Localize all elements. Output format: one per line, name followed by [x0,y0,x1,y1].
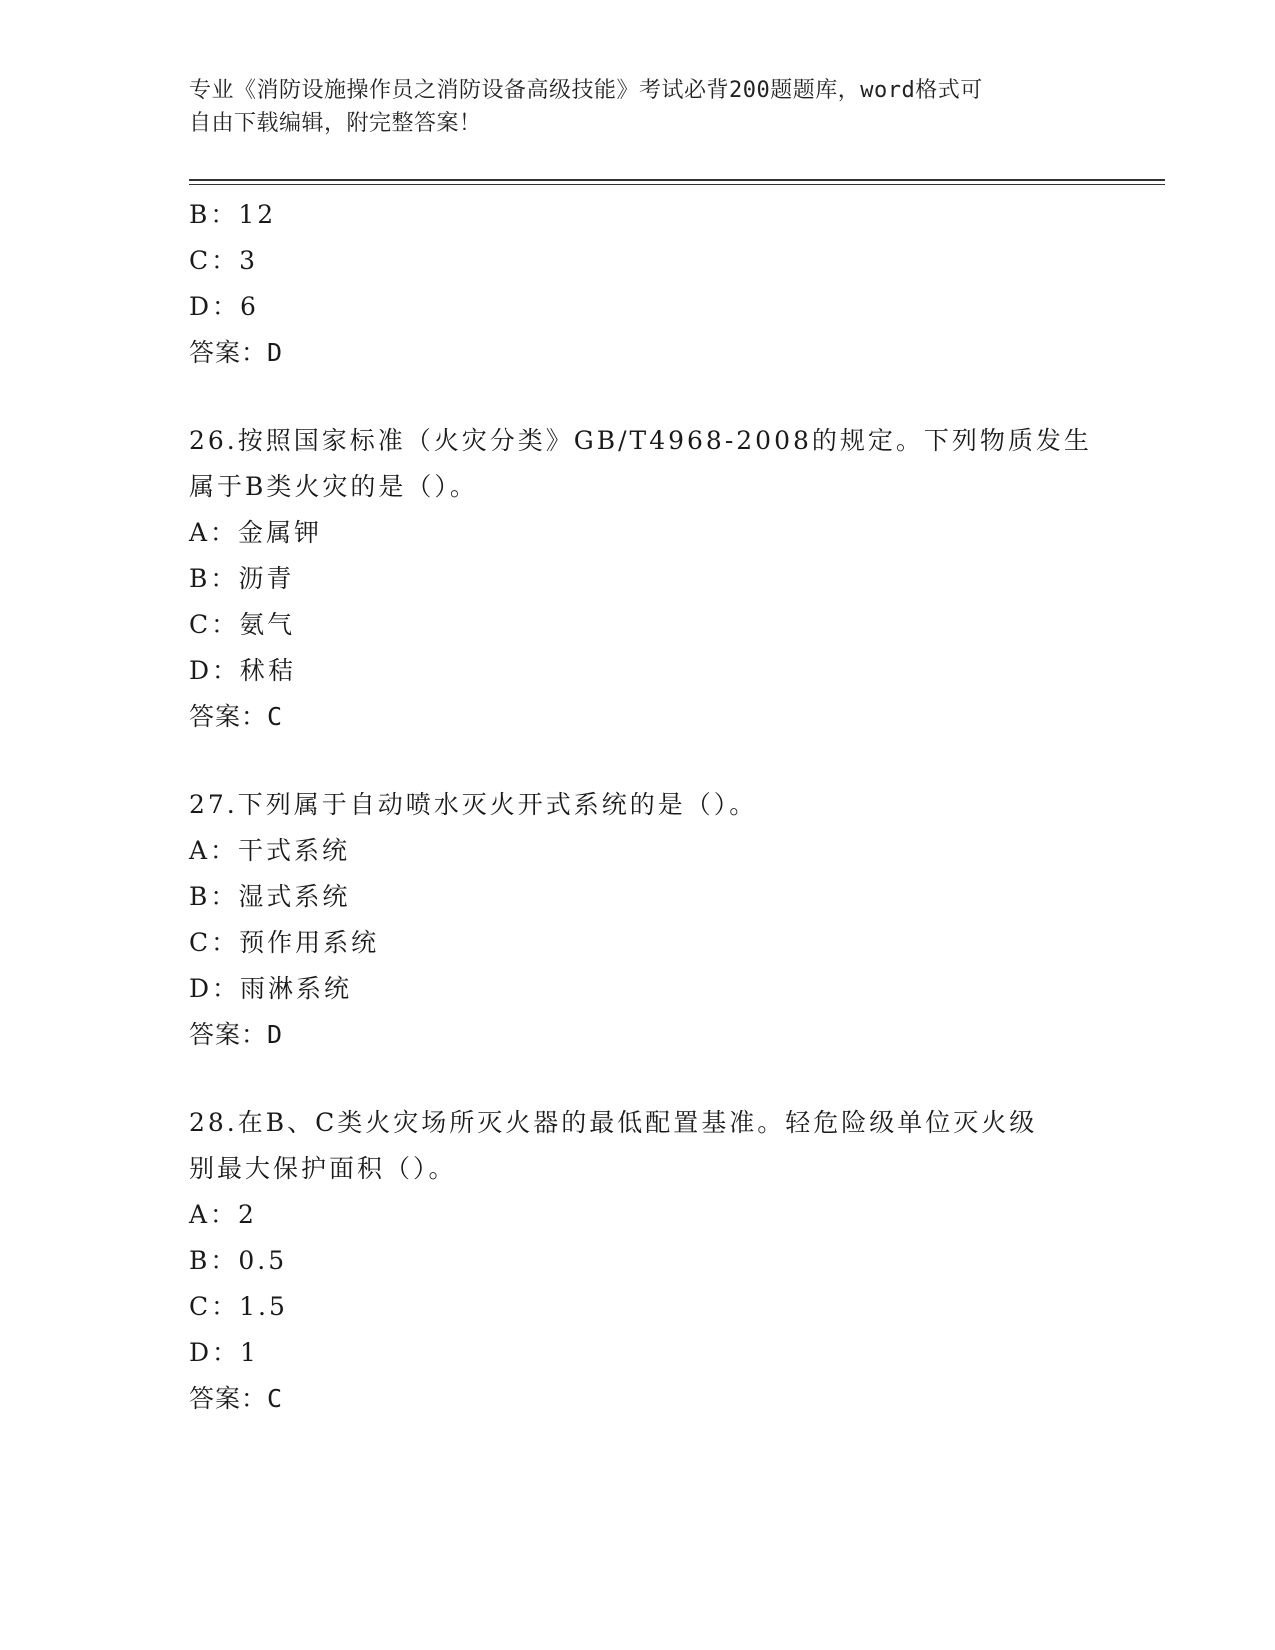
question-stem: 26.按照国家标准（火灾分类》GB/T4968-2008的规定。下列物质发生 [189,426,1092,455]
question-stem-continued: 属于B类火灾的是（）。 [189,472,478,501]
option-c: C：1.5 [189,1292,288,1321]
header-line-2: 自由下载编辑，附完整答案！ [189,111,482,136]
question-26 [189,418,1092,740]
question-stem-continued: 别最大保护面积（）。 [189,1154,457,1183]
option-b: B：沥青 [189,564,295,593]
answer-line: 答案：D [189,338,284,367]
option-d: D：6 [189,292,259,321]
answer-line: 答案：D [189,1020,284,1049]
option-b: B：湿式系统 [189,882,351,911]
question-content [189,192,1092,1422]
option-a: A：金属钾 [189,518,323,547]
question-27 [189,782,1089,1058]
option-d: D：1 [189,1338,259,1367]
header-rule-thick [189,179,1165,181]
answer-line: 答案：C [189,702,284,731]
question-28 [189,1100,1089,1422]
question-stem: 27.下列属于自动喷水灭火开式系统的是（）。 [189,790,758,819]
header-rule-thin [189,184,1165,185]
option-b: B：0.5 [189,1246,288,1275]
spacer [189,376,1089,418]
spacer [189,740,1089,782]
option-c: C：3 [189,246,259,275]
option-d: D：秫秸 [189,656,297,685]
option-c: C：预作用系统 [189,928,380,957]
question-fragment [189,192,1089,376]
option-d: D：雨淋系统 [189,974,353,1003]
question-stem: 28.在B、C类火灾场所灭火器的最低配置基准。轻危险级单位灭火级 [189,1108,1038,1137]
spacer [189,1058,1089,1100]
option-a: A：2 [189,1200,257,1229]
header-line-1: 专业《消防设施操作员之消防设备高级技能》考试必背200题题库，word格式可 [189,78,983,103]
page-header [189,74,1089,140]
option-a: A：干式系统 [189,836,351,865]
option-c: C：氨气 [189,610,296,639]
answer-line: 答案：C [189,1384,284,1413]
option-b: B：12 [189,200,277,229]
